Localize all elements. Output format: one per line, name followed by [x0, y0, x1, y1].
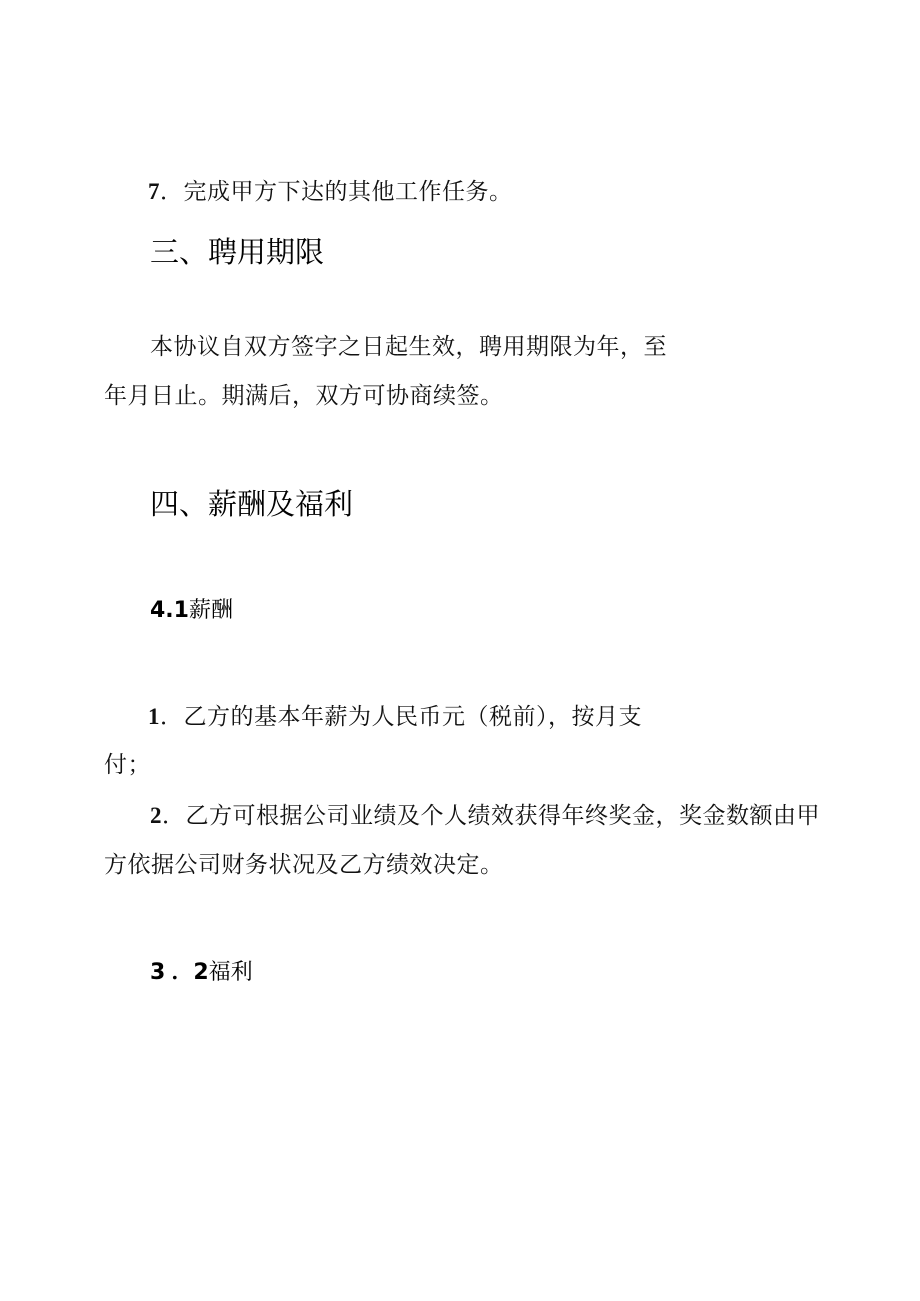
list-item-1-line-1	[148, 701, 642, 733]
list-item-7	[148, 176, 513, 208]
subheading-text: 福利	[208, 960, 253, 985]
section-heading-term: 三、聘用期限	[150, 235, 325, 269]
subheading-text: 薪酬	[188, 598, 233, 623]
list-item-1-line-2: 付；	[104, 752, 151, 778]
list-item-2-line-1	[150, 800, 820, 832]
subheading-benefits	[150, 958, 253, 988]
paragraph-term-line-2: 年月日止。期满后，双方可协商续签。	[104, 383, 504, 409]
list-item-text: ．完成甲方下达的其他工作任务。	[160, 179, 513, 205]
subheading-number: 4.1	[150, 598, 189, 623]
list-item-number: 7	[148, 179, 160, 204]
paragraph-term-line-1: 本协议自双方签字之日起生效，聘用期限为年，至	[150, 334, 667, 360]
list-item-number: 2	[150, 803, 162, 828]
list-item-number: 1	[148, 704, 160, 729]
section-heading-compensation: 四、薪酬及福利	[150, 487, 354, 521]
subheading-number-suffix: ．2	[171, 960, 209, 985]
list-item-text: ．乙方可根据公司业绩及个人绩效获得年终奖金，奖金数额由甲	[162, 803, 820, 829]
list-item-2-line-2: 方依据公司财务状况及乙方绩效决定。	[104, 852, 504, 878]
list-item-text: ．乙方的基本年薪为人民币元（税前），按月支	[160, 704, 642, 730]
subheading-number: 3	[150, 960, 166, 985]
subheading-salary	[150, 596, 233, 626]
